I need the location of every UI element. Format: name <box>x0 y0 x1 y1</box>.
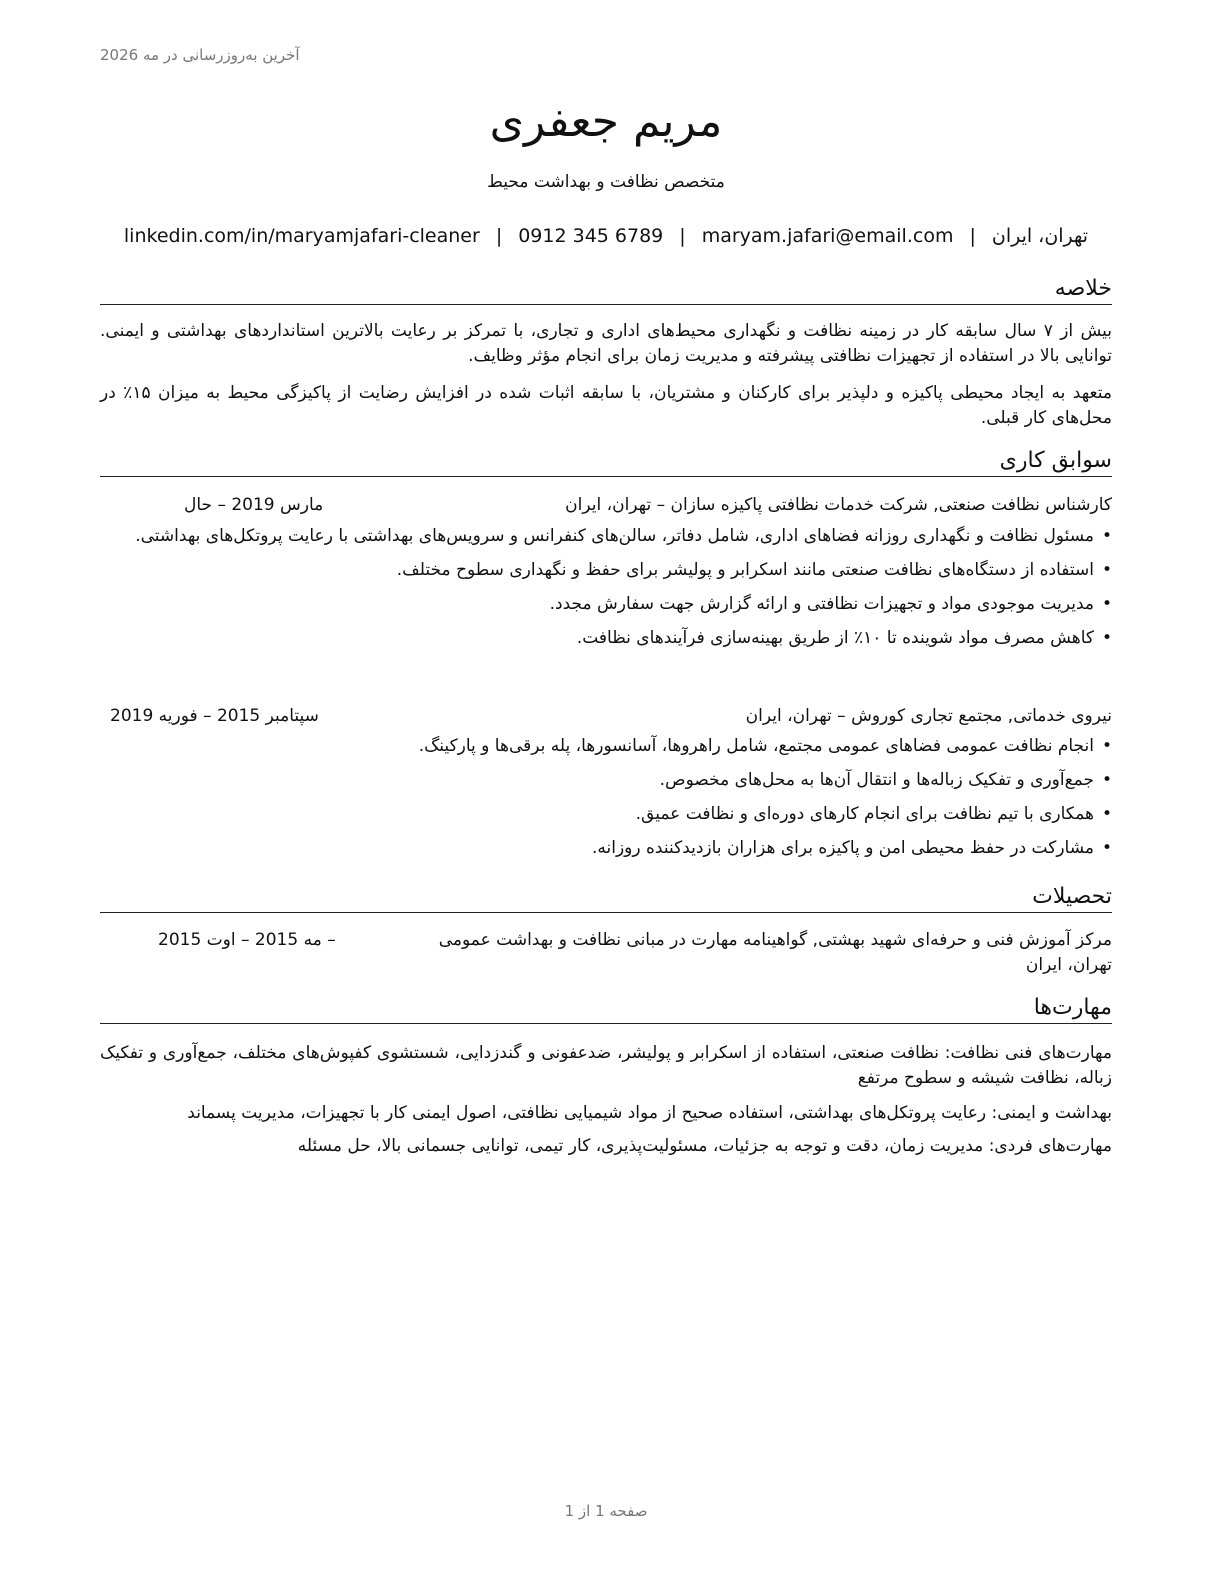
contact-separator: | <box>495 225 503 247</box>
education-heading: تحصیلات <box>100 882 1112 913</box>
resume-page <box>100 0 1112 1584</box>
summary-heading: خلاصه <box>100 274 1112 305</box>
job-dates: سپتامبر 2015 – فوریه 2019 <box>110 706 319 726</box>
job-bullets <box>100 524 1112 660</box>
education-location: تهران، ایران <box>1025 955 1112 975</box>
contact-separator: | <box>969 225 976 247</box>
contact-email[interactable]: maryam.jafari@email.com <box>701 225 954 247</box>
skill-line: بهداشت و ایمنی: رعایت پروتکل‌های بهداشتی، استفاده صحیح از مواد شیمیایی نظافتی، اصول ایمنی کار با تجهیزات، مدیریت پسماند <box>187 1103 1112 1123</box>
contact-location: تهران، ایران <box>991 225 1089 247</box>
job-bullet: • استفاده از دستگاه‌های نظافت صنعتی مانند اسکرابر و پولیشر برای حفظ و نگهداری سطوح مختلف. <box>100 558 1112 583</box>
skills-heading: مهارت‌ها <box>100 993 1112 1024</box>
job-bullet: • مدیریت موجودی مواد و تجهیزات نظافتی و ارائه گزارش جهت سفارش مجدد. <box>100 592 1112 617</box>
candidate-name: مریم جعفری <box>489 96 723 147</box>
contact-linkedin[interactable]: linkedin.com/in/maryamjafari-cleaner <box>123 225 480 247</box>
education-entry <box>100 928 1112 978</box>
job-bullet: • انجام نظافت عمومی فضاهای عمومی مجتمع، شامل راهروها، آسانسورها، پله برقی‌ها و پارکینگ. <box>100 734 1112 759</box>
job-bullet: • جمع‌آوری و تفکیک زباله‌ها و انتقال آن‌ها به محل‌های مخصوص. <box>100 768 1112 793</box>
job-header <box>100 493 1112 517</box>
job-bullet: • مسئول نظافت و نگهداری روزانه فضاهای اداری، شامل دفاتر، سالن‌های کنفرانس و سرویس‌های بهداشتی با رعایت پروتکل‌های بهداشتی. <box>100 524 1112 549</box>
job-dates: مارس 2019 – حال <box>184 495 324 515</box>
job-bullet: • کاهش مصرف مواد شوینده تا ۱۰٪ از طریق بهینه‌سازی فرآیندهای نظافت. <box>100 626 1112 651</box>
summary-paragraph: بیش از ۷ سال سابقه کار در زمینه نظافت و نگهداری محیط‌های اداری و تجاری، با تمرکز بر رعایت بالاترین استانداردهای بهداشتی و ایمنی. توانایی بالا در استفاده از تجهیزات نظافتی پیشرفته و مدیریت زمان برای انجام مؤثر وظایف. <box>100 321 1112 366</box>
skill-line: مهارت‌های فنی نظافت: نظافت صنعتی، استفاده از اسکرابر و پولیشر، ضدعفونی و گندزدایی، شستشوی کفپوش‌های مختلف، جمع‌آوری و تفکیک زباله، نظافت شیشه و سطوح مرتفع <box>100 1043 1112 1088</box>
job-title: کارشناس نظافت صنعتی, شرکت خدمات نظافتی پاکیزه سازان – تهران، ایران <box>565 495 1112 515</box>
job-bullet: • مشارکت در حفظ محیطی امن و پاکیزه برای هزاران بازدیدکننده روزانه. <box>100 836 1112 861</box>
summary-paragraph: متعهد به ایجاد محیطی پاکیزه و دلپذیر برای کارکنان و مشتریان، با سابقه اثبات شده در افزایش رضایت از پاکیزگی محیط به میزان ۱۵٪ در محل‌های کار قبلی. <box>100 383 1112 428</box>
job-header <box>100 704 1112 728</box>
experience-heading: سوابق کاری <box>100 446 1112 477</box>
job-bullets <box>100 734 1112 870</box>
contact-phone: 0912 345 6789 <box>518 225 664 247</box>
education-institution: مرکز آموزش فنی و حرفه‌ای شهید بهشتی, گواهینامه مهارت در مبانی نظافت و بهداشت عمومی <box>438 930 1112 950</box>
candidate-tagline: متخصص نظافت و بهداشت محیط <box>487 172 725 192</box>
job-title: نیروی خدماتی, مجتمع تجاری کوروش – تهران، ایران <box>745 706 1112 726</box>
contact-separator: | <box>679 225 686 247</box>
skill-line: مهارت‌های فردی: مدیریت زمان، دقت و توجه به جزئیات، مسئولیت‌پذیری، کار تیمی، توانایی جسمانی بالا، حل مسئله <box>297 1136 1112 1156</box>
contact-line <box>100 222 1112 250</box>
page-number: صفحه 1 از 1 <box>564 1502 648 1520</box>
education-dates: – مه 2015 – اوت 2015 <box>158 930 336 950</box>
job-bullet: • همکاری با تیم نظافت برای انجام کارهای دوره‌ای و نظافت عمیق. <box>100 802 1112 827</box>
last-updated-note: آخرین به‌روزرسانی در مه 2026 <box>100 46 300 64</box>
